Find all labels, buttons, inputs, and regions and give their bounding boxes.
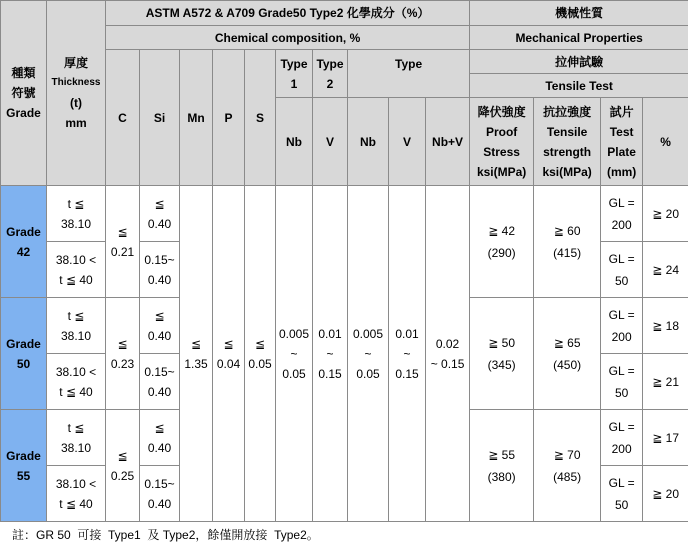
si-value: ≦ 0.40 — [140, 410, 180, 466]
thickness-cell: 38.10 < t ≦ 40 — [47, 354, 106, 410]
type3-header: Type — [348, 50, 470, 98]
type1-header: Type 1 — [276, 50, 313, 98]
tensile-subtitle: Tensile Test — [470, 74, 688, 98]
si-value: ≦ 0.40 — [140, 186, 180, 242]
proof-stress-value: ≧ 55 (380) — [470, 410, 534, 522]
type3-nbv-header: Nb+V — [426, 98, 470, 186]
thickness-cell: 38.10 < t ≦ 40 — [47, 242, 106, 298]
type2-header: Type 2 — [313, 50, 348, 98]
proof-stress-value: ≧ 50 (345) — [470, 298, 534, 410]
tensile-strength-value: ≧ 60 (415) — [534, 186, 601, 298]
si-value: 0.15~ 0.40 — [140, 466, 180, 522]
tensile-title: 拉伸試驗 — [470, 50, 688, 74]
s-value: ≦ 0.05 — [245, 186, 276, 522]
thickness-header: 厚度 Thickness (t) mm — [47, 1, 106, 186]
grade-55-label: Grade 55 — [1, 410, 47, 522]
tensile-strength-value: ≧ 65 (450) — [534, 298, 601, 410]
si-value: ≦ 0.40 — [140, 298, 180, 354]
type3-nbv-value: 0.02 ~ 0.15 — [426, 186, 470, 522]
type3-v-header: V — [389, 98, 426, 186]
tensile-strength-header: 抗拉強度 Tensile strength ksi(MPa) — [534, 98, 601, 186]
grade-header: 種類 符號 Grade — [1, 1, 47, 186]
mech-title: 機械性質 — [470, 1, 688, 26]
type2-v-value: 0.01 ~ 0.15 — [313, 186, 348, 522]
thickness-cell: t ≦ 38.10 — [47, 186, 106, 242]
type3-v-value: 0.01 ~ 0.15 — [389, 186, 426, 522]
proof-stress-value: ≧ 42 (290) — [470, 186, 534, 298]
mech-subtitle: Mechanical Properties — [470, 26, 688, 50]
c-value: ≦ 0.25 — [106, 410, 140, 522]
grade-50-label: Grade 50 — [1, 298, 47, 410]
proof-stress-header: 降伏強度 Proof Stress ksi(MPa) — [470, 98, 534, 186]
gauge-length-cell: GL = 200 — [601, 186, 643, 242]
thickness-cell: 38.10 < t ≦ 40 — [47, 466, 106, 522]
c-value: ≦ 0.23 — [106, 298, 140, 410]
thickness-cell: t ≦ 38.10 — [47, 410, 106, 466]
c-value: ≦ 0.21 — [106, 186, 140, 298]
tensile-strength-value: ≧ 70 (485) — [534, 410, 601, 522]
mn-header: Mn — [180, 50, 213, 186]
type3-nb-value: 0.005 ~ 0.05 — [348, 186, 389, 522]
gauge-length-cell: GL = 50 — [601, 242, 643, 298]
elongation-value: ≧ 20 — [643, 466, 688, 522]
type1-nb-value: 0.005 ~ 0.05 — [276, 186, 313, 522]
elongation-value: ≧ 24 — [643, 242, 688, 298]
elongation-value: ≧ 17 — [643, 410, 688, 466]
gauge-length-cell: GL = 200 — [601, 410, 643, 466]
type1-nb-header: Nb — [276, 98, 313, 186]
type2-v-header: V — [313, 98, 348, 186]
footnote: 註：GR 50 可接 Type1 及 Type2，餘僅開放接 Type2。 — [12, 528, 319, 542]
p-header: P — [213, 50, 245, 186]
chem-subtitle: Chemical composition, % — [106, 26, 470, 50]
grade-42-label: Grade 42 — [1, 186, 47, 298]
gauge-length-cell: GL = 50 — [601, 466, 643, 522]
gauge-length-cell: GL = 200 — [601, 298, 643, 354]
elongation-value: ≧ 20 — [643, 186, 688, 242]
thickness-cell: t ≦ 38.10 — [47, 298, 106, 354]
type3-nb-header: Nb — [348, 98, 389, 186]
si-header: Si — [140, 50, 180, 186]
s-header: S — [245, 50, 276, 186]
si-value: 0.15~ 0.40 — [140, 354, 180, 410]
elongation-value: ≧ 18 — [643, 298, 688, 354]
si-value: 0.15~ 0.40 — [140, 242, 180, 298]
mn-value: ≦ 1.35 — [180, 186, 213, 522]
elongation-value: ≧ 21 — [643, 354, 688, 410]
gauge-length-cell: GL = 50 — [601, 354, 643, 410]
c-header: C — [106, 50, 140, 186]
p-value: ≦ 0.04 — [213, 186, 245, 522]
chem-title: ASTM A572 & A709 Grade50 Type2 化學成分（%） — [106, 1, 470, 26]
test-plate-header: 試片 Test Plate (mm) — [601, 98, 643, 186]
elongation-header: % — [643, 98, 688, 186]
